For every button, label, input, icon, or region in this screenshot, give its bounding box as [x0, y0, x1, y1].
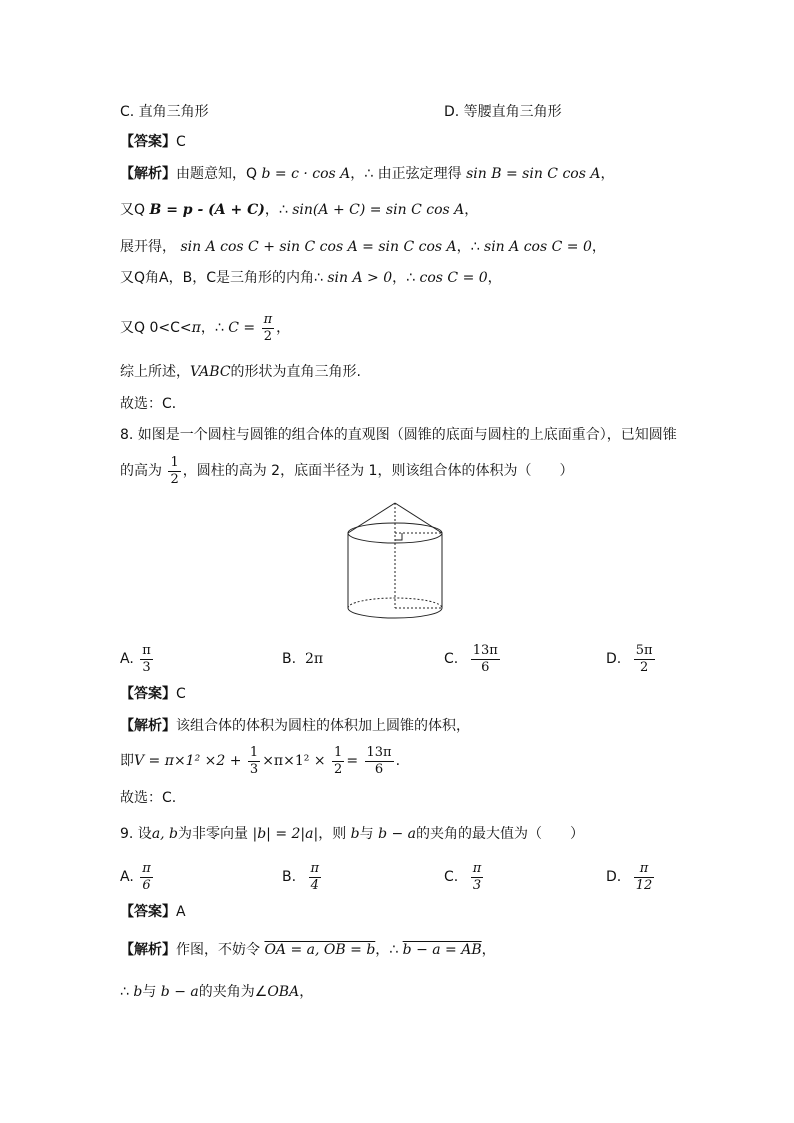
q9-option-b: [282, 858, 323, 896]
q8-answer: [120, 684, 186, 704]
fraction: [634, 861, 655, 894]
numerator: π: [310, 860, 320, 876]
q7-option-c: C. 直角三角形: [120, 104, 209, 120]
vector: b − a: [160, 984, 199, 1000]
formula: sin A cos C = 0: [484, 239, 592, 255]
option-label: A.: [120, 651, 134, 667]
fraction: [471, 643, 500, 676]
option-label: C.: [444, 869, 459, 885]
numerator: 5π: [635, 642, 653, 658]
q9-analysis-line-1: [120, 940, 496, 960]
text: ，: [276, 320, 291, 336]
option-value: 2π: [304, 651, 324, 667]
q9-answer: [120, 902, 186, 922]
text: 又Q 0<C<: [120, 320, 192, 336]
fraction: [332, 745, 344, 778]
q8-option-c: [444, 640, 502, 678]
pi-symbol: π: [191, 320, 201, 336]
text: ，: [481, 942, 496, 958]
numerator: 1: [334, 744, 343, 760]
text: ，: [600, 166, 615, 182]
text: ，则: [318, 826, 347, 842]
numerator: 13π: [472, 642, 498, 658]
denominator: 2: [334, 761, 343, 777]
q9-option-d: [606, 858, 656, 896]
q7-option-d: D. 等腰直角三角形: [444, 104, 562, 120]
vectors: a, b: [151, 826, 179, 842]
cylinder-bottom-front: [348, 608, 442, 618]
vector: b: [350, 826, 360, 842]
text: ，∴ 由正弦定理得: [350, 166, 462, 182]
text: 的夹角为∠: [198, 984, 268, 1000]
text: 的夹角的最大值为（ ）: [416, 826, 585, 842]
q8-option-b: [282, 649, 323, 669]
text: 的高为: [120, 463, 162, 479]
text: ，∴: [200, 320, 224, 336]
numerator: π: [142, 642, 151, 658]
analysis-label: 【解析】: [120, 942, 176, 958]
formula: B = p - (A + C): [149, 202, 265, 218]
fraction: [309, 861, 322, 894]
formula: b − a = AB: [402, 942, 482, 958]
q8-choose: 故选：C.: [120, 790, 177, 806]
q7-analysis-line-3: [120, 237, 606, 257]
formula: sin B = sin C cos A: [466, 166, 601, 182]
analysis-label: 【解析】: [120, 166, 176, 182]
formula: b = c · cos A: [261, 166, 351, 182]
q9-analysis-line-2: [120, 982, 313, 1002]
text: ，∴: [264, 202, 288, 218]
option-label: A.: [120, 869, 134, 885]
text: 该组合体的体积为圆柱的体积加上圆锥的体积，: [176, 718, 470, 734]
text: 作图，不妨令: [176, 942, 260, 958]
denominator: 3: [142, 659, 151, 675]
q8-stem-line-1: 8. 如图是一个圆柱与圆锥的组合体的直观图（圆锥的底面与圆柱的上底面重合），已知圆锥: [120, 427, 677, 443]
text: 的形状为直角三角形.: [230, 364, 361, 380]
formula: sin A > 0: [327, 270, 393, 286]
q9-option-a: [120, 858, 155, 896]
text: ，∴: [392, 270, 416, 286]
option-label: C.: [444, 651, 459, 667]
text: 为非零向量: [178, 826, 249, 842]
text: 9. 设: [120, 826, 152, 842]
right-angle-mark: [395, 533, 402, 540]
fraction: [140, 861, 153, 894]
option-label: B.: [282, 651, 297, 667]
formula: C =: [228, 320, 256, 336]
text: ，∴: [375, 942, 399, 958]
denominator: 2: [170, 471, 179, 487]
fraction: [140, 643, 153, 676]
q8-option-d: [606, 640, 657, 678]
text: 与: [359, 826, 374, 842]
denominator: 4: [310, 877, 319, 893]
text: 与: [142, 984, 157, 1000]
answer-label: 【答案】: [120, 134, 176, 150]
fraction: [365, 745, 394, 778]
q7-analysis-line-2: [120, 200, 478, 220]
numerator: 1: [249, 744, 259, 760]
denominator: 2: [263, 328, 272, 344]
cone-left-edge: [348, 503, 395, 533]
q7-analysis-line-5: [120, 310, 290, 346]
vector: b: [133, 984, 143, 1000]
answer-value: A: [176, 904, 186, 920]
denominator: 12: [635, 877, 653, 893]
text: ，: [464, 202, 479, 218]
denominator: 6: [481, 659, 490, 675]
cone-right-edge: [395, 503, 442, 533]
q9-option-c: [444, 858, 485, 896]
text: ，: [299, 984, 314, 1000]
denominator: 6: [142, 877, 151, 893]
q7-analysis-line-6: [120, 362, 361, 382]
numerator: π: [634, 861, 655, 878]
q7-choose: 故选：C．: [120, 396, 186, 412]
denominator: 3: [472, 877, 482, 893]
fraction: [471, 861, 484, 894]
formula: OA = a, OB = b: [264, 942, 376, 958]
text: ∴: [120, 984, 129, 1000]
numerator: π: [263, 311, 273, 327]
denominator: 3: [249, 761, 259, 777]
text: 由题意知，Q: [176, 166, 258, 182]
text: ，: [487, 270, 502, 286]
text: ，圆柱的高为 2，底面半径为 1，则该组合体的体积为（ ）: [182, 463, 574, 479]
q8-option-a: [120, 640, 155, 678]
vector: b − a: [378, 826, 417, 842]
fraction: [634, 643, 655, 676]
fraction: [262, 312, 275, 345]
option-label: B.: [282, 869, 297, 885]
formula: ×π×1² ×: [262, 753, 326, 769]
formula: |b| = 2|a|: [252, 826, 319, 842]
numerator: π: [142, 860, 151, 876]
numerator: π: [472, 860, 482, 876]
formula: V = π×1² ×2 +: [134, 753, 242, 769]
denominator: 6: [374, 761, 384, 777]
text: ，: [591, 239, 606, 255]
fraction: [168, 455, 180, 488]
formula: sin A cos C + sin C cos A = sin C cos A: [180, 239, 457, 255]
text: .: [395, 753, 401, 769]
fraction: [248, 745, 260, 778]
numerator: 13π: [366, 744, 392, 760]
option-label: D.: [606, 651, 622, 667]
numerator: 1: [170, 454, 179, 470]
text: 即: [120, 753, 134, 769]
q9-stem: [120, 824, 584, 844]
answer-label: 【答案】: [120, 686, 176, 702]
text: 展开得，: [120, 239, 176, 255]
answer-value: C: [176, 134, 186, 150]
text: 综上所述，: [120, 364, 190, 380]
answer-label: 【答案】: [120, 904, 176, 920]
denominator: 2: [639, 659, 649, 675]
formula: =: [346, 753, 359, 769]
text: 又Q: [120, 202, 146, 218]
q8-analysis: [120, 716, 470, 736]
q7-answer: [120, 132, 186, 152]
angle-name: OBA: [267, 984, 300, 1000]
option-label: D.: [606, 869, 622, 885]
text: ，∴: [456, 239, 480, 255]
answer-value: C: [176, 686, 186, 702]
cylinder-cone-figure: [340, 495, 450, 630]
text: 又Q角A，B，C是三角形的内角∴: [120, 270, 323, 286]
q8-stem-line-2: [120, 452, 573, 490]
triangle-name: VABC: [190, 364, 231, 380]
analysis-label: 【解析】: [120, 718, 176, 734]
q7-analysis-line-1: [120, 164, 614, 184]
q7-analysis-line-4: [120, 268, 502, 288]
q8-calculation: [120, 742, 400, 780]
formula: sin(A + C) = sin C cos A: [292, 202, 465, 218]
formula: cos C = 0: [419, 270, 488, 286]
